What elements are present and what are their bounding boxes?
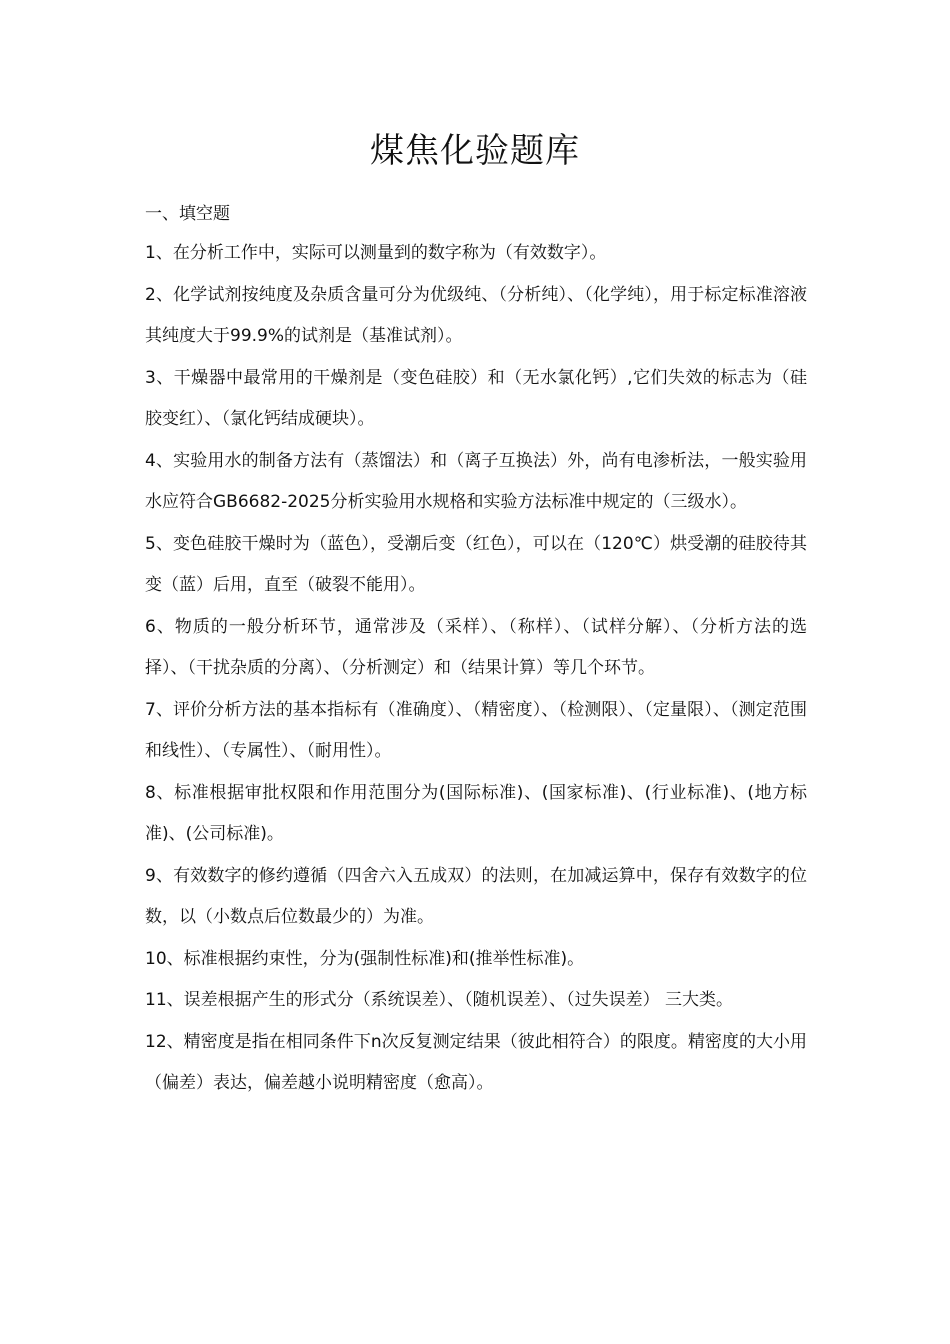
question-item: 12、精密度是指在相同条件下n次反复测定结果（彼此相符合）的限度。精密度的大小用（偏差）表达，偏差越小说明精密度（愈高）。: [145, 1031, 807, 1093]
question-item: 9、有效数字的修约遵循（四舍六入五成双）的法则，在加减运算中，保存有效数字的位数，以（小数点后位数最少的）为准。: [145, 865, 807, 927]
section-heading: 一、填空题: [145, 204, 230, 224]
question-item: 1、在分析工作中，实际可以测量到的数字称为（有效数字）。: [145, 243, 607, 263]
question-item: 4、实验用水的制备方法有（蒸馏法）和（离子互换法）外，尚有电渗析法，一般实验用水应符合GB6682-2025分析实验用水规格和实验方法标准中规定的（三级水）。: [145, 450, 807, 512]
question-item: 6、物质的一般分析环节，通常涉及（采样）、（称样）、（试样分解）、（分析方法的选择）、（干扰杂质的分离）、（分析测定）和（结果计算）等几个环节。: [145, 616, 807, 678]
question-item: 10、标准根据约束性，分为(强制性标准)和(推举性标准)。: [145, 948, 585, 969]
question-item: 3、干燥器中最常用的干燥剂是（变色硅胶）和（无水氯化钙）,它们失效的标志为（硅胶变红）、（氯化钙结成硬块）。: [145, 367, 807, 429]
question-item: 2、化学试剂按纯度及杂质含量可分为优级纯、（分析纯）、（化学纯），用于标定标准溶液其纯度大于99.9%的试剂是（基准试剂）。: [145, 284, 807, 346]
question-item: 11、误差根据产生的形式分（系统误差）、（随机误差）、（过失误差） 三大类。: [145, 990, 734, 1010]
page-title: 煤焦化验题库: [370, 131, 580, 171]
question-list: [145, 233, 807, 1105]
question-item: 5、变色硅胶干燥时为（蓝色），受潮后变（红色），可以在（120℃）烘受潮的硅胶待其变（蓝）后用，直至（破裂不能用）。: [145, 533, 807, 595]
question-item: 8、标准根据审批权限和作用范围分为(国际标准)、(国家标准)、(行业标准)、(地方标准)、(公司标准)。: [145, 782, 807, 844]
question-item: 7、评价分析方法的基本指标有（准确度）、（精密度）、（检测限）、（定量限）、（测定范围和线性）、（专属性）、（耐用性）。: [145, 699, 807, 761]
